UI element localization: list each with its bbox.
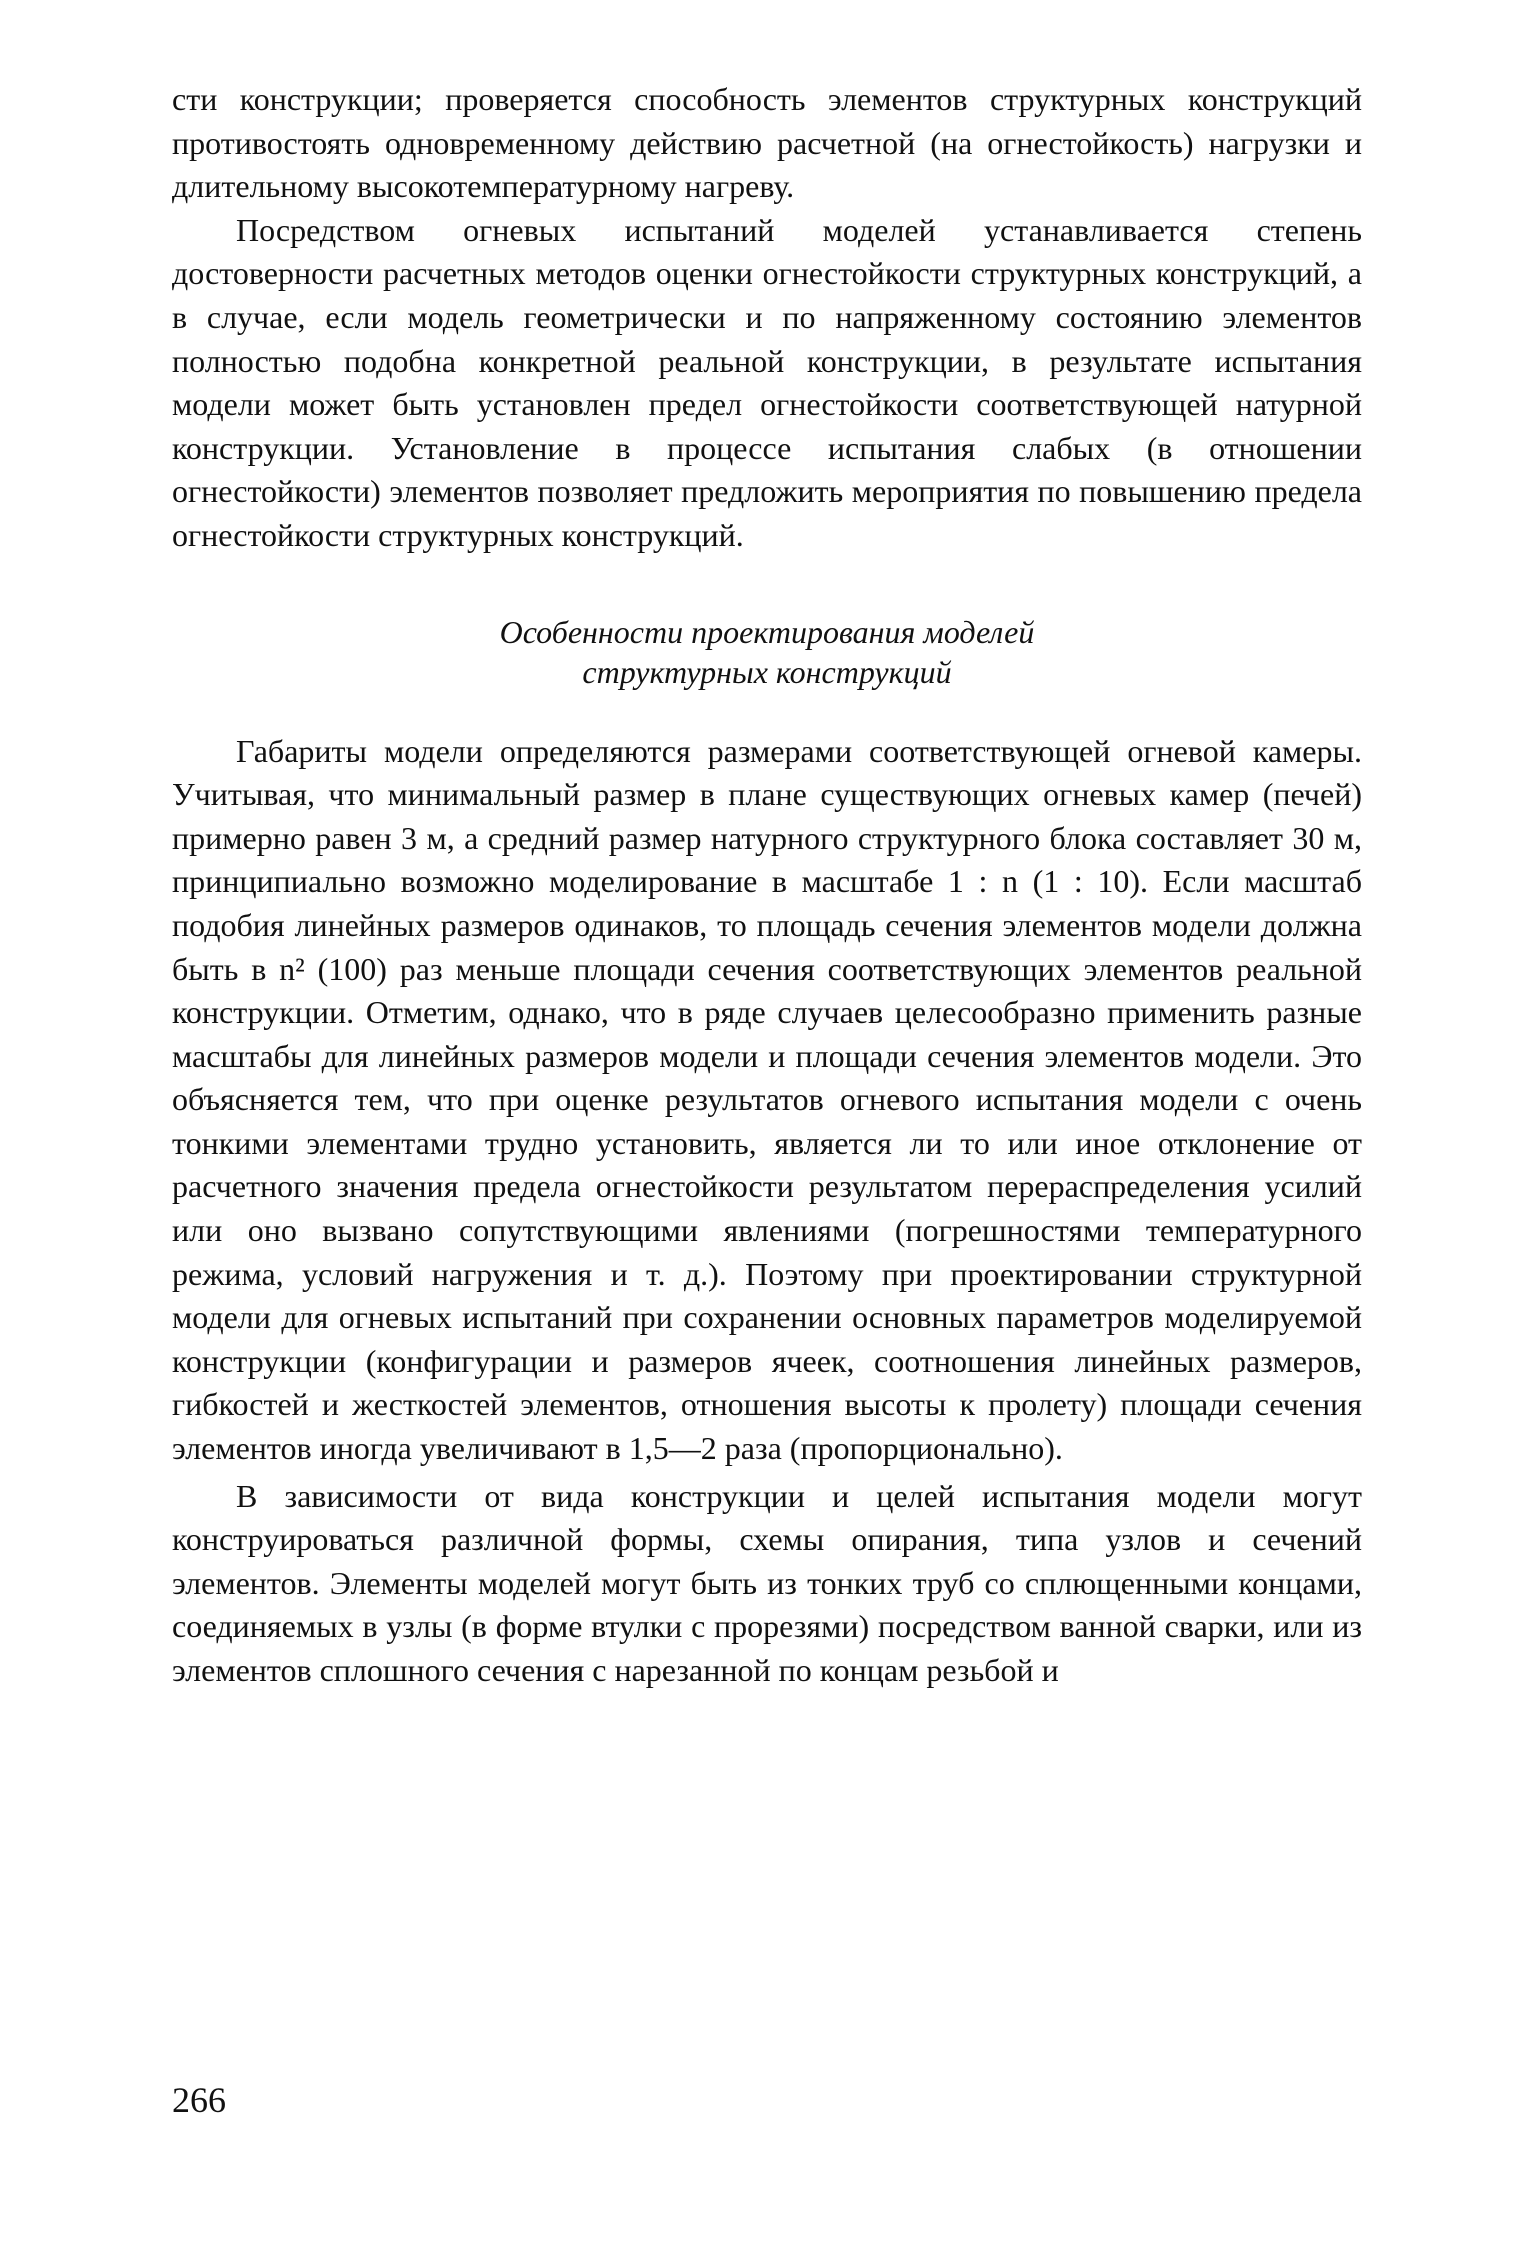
paragraph-fire-tests: Посредством огневых испытаний моделей устанавливается степень достоверности расчетных методов оценки огнестойкости структурных конструкций, а в случае, если модель геометрически и по напряженному состоянию элементов полностью подобна конкретной реальной конструкции, в результате испытания модели может быть установлен предел огнестойкости соответствующей натурной конструкции. Установление в процессе испытания слабых (в отношении огнестойкости) элементов позволяет предложить мероприятия по повышению предела огнестойкости структурных конструкций.: [172, 211, 1362, 553]
paragraph-continuation: сти конструкции; проверяется способность элементов структурных конструкций противостоять одновременному действию расчетной (на огнестойкость) нагрузки и длительному высокотемпературному нагреву.: [172, 81, 1362, 205]
section-heading: [172, 612, 1362, 692]
section-heading-line-1: Особенности проектирования моделей: [499, 613, 1035, 650]
section-heading-line-2: структурных конструкций: [582, 653, 952, 690]
paragraph-model-types: В зависимости от вида конструкции и целей испытания модели могут конструироваться различной формы, схемы опирания, типа узлов и сечений элементов. Элементы моделей могут быть из тонких труб со сплющенными концами, соединяемых в узлы (в форме втулки с прорезями) посредством ванной сварки, или из элементов сплошного сечения с нарезанной по концам резьбой и: [172, 1477, 1362, 1688]
page-number: 266: [172, 2080, 226, 2120]
paragraph-model-dimensions: Габариты модели определяются размерами соответствующей огневой камеры. Учитывая, что минимальный размер в плане существующих огневых камер (печей) примерно равен 3 м, а средний размер натурного структурного блока составляет 30 м, принципиально возможно моделирование в масштабе 1 : n (1 : 10). Если масштаб подобия линейных размеров одинаков, то площадь сечения элементов модели должна быть в n² (100) раз меньше площади сечения соответствующих элементов реальной конструкции. Отметим, однако, что в ряде случаев целесообразно применить разные масштабы для линейных размеров модели и площади сечения элементов модели. Это объясняется тем, что при оценке результатов огневого испытания модели с очень тонкими элементами трудно установить, является ли то или иное отклонение от расчетного значения предела огнестойкости результатом перераспределения усилий или оно вызвано сопутствующими явлениями (погрешностями температурного режима, условий нагружения и т. д.). Поэтому при проектировании структурной модели для огневых испытаний при сохранении основных параметров моделируемой конструкции (конфигурации и размеров ячеек, соотношения линейных размеров, гибкостей и жесткостей элементов, отношения высоты к пролету) площади сечения элементов иногда увеличивают в 1,5—2 раза (пропорционально).: [172, 732, 1362, 1467]
document-page: [172, 78, 1362, 1693]
